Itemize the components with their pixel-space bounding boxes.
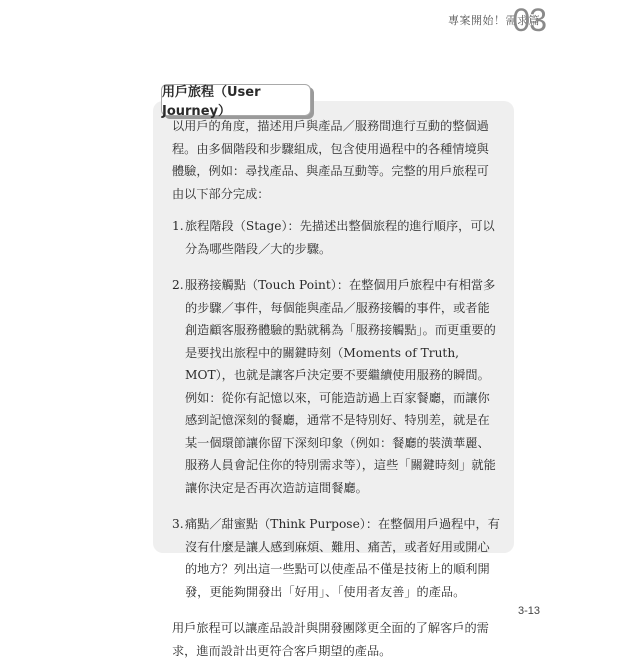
conclusion-paragraph: 用戶旅程可以讓產品設計與開發團隊更全面的了解客戶的需求，進而設計出更符合客戶期望的產品。 xyxy=(172,621,489,658)
chapter-number: 03 xyxy=(512,2,546,38)
list-item-number: 2. xyxy=(172,278,184,292)
page-number: 3-13 xyxy=(517,605,540,617)
list-item-text: 痛點／甜蜜點（Think Purpose）：在整個用戶過程中，有沒有什麼是讓人感到麻煩、難用、痛苦，或者好用或開心的地方？列出這一些點可以使產品不僅是技術上的順利開發，更能夠開發出「好用」、「使用者友善」的產品。 xyxy=(185,517,500,599)
list-item xyxy=(172,274,500,499)
list-item-text: 旅程階段（Stage）：先描述出整個旅程的進行順序，可以分為哪些階段／大的步驟。 xyxy=(185,219,495,256)
list-item xyxy=(172,513,500,603)
list-item-number: 1. xyxy=(172,219,184,233)
list-item xyxy=(172,215,500,260)
box-title: 用戶旅程（User Journey） xyxy=(161,84,311,116)
running-header-title: 專案開始！需求篇 xyxy=(448,14,540,27)
list-item-text: 服務接觸點（Touch Point）：在整個用戶旅程中有相當多的步驟／事件，每個能與產品／服務接觸的事件，或者能創造顧客服務體驗的點就稱為「服務接觸點」。而更重要的是要找出旅程中的關鍵時刻（Moments of Truth, MOT），也就是讓客戶決定要不要繼續使用服務的瞬間。例如：從你有記憶以來，可能造訪過上百家餐廳，而讓你感到記憶深刻的餐廳，通常不是特別好、特別差，就是在某一個環節讓你留下深刻印象（例如：餐廳的裝潢華麗、服務人員會記住你的特別需求等），這些「關鍵時刻」就能讓你決定是否再次造訪這間餐廳。 xyxy=(185,278,496,495)
box-content xyxy=(172,115,500,662)
intro-paragraph: 以用戶的角度，描述用戶與產品／服務間進行互動的整個過程。由多個階段和步驟組成，包含使用過程中的各種情境與體驗，例如：尋找產品、與產品互動等。完整的用戶旅程可由以下部分完成： xyxy=(172,119,489,201)
list-item-number: 3. xyxy=(172,517,184,531)
